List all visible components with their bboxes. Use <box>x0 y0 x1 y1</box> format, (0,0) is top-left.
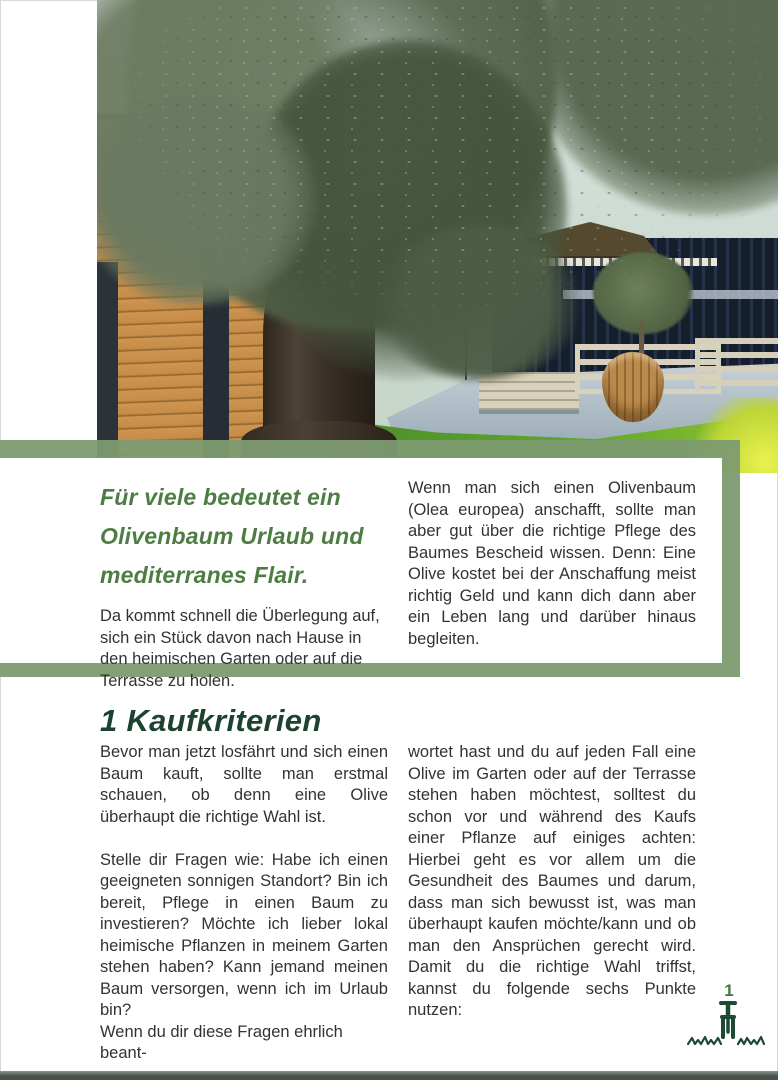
buying-criteria-section <box>100 703 696 1065</box>
intro-card <box>0 458 722 690</box>
footer-bar <box>0 1071 778 1080</box>
intro-text: Da kommt schnell die Überlegung auf, sich ein Stück davon nach Hause in den heimischen Garten oder auf die Terrasse zu holen. <box>100 607 380 690</box>
hero-garden-photo <box>97 0 778 473</box>
section-paragraph: Stelle dir Fragen wie: Habe ich einen geeigneten sonnigen Standort? Bin ich bereit, Pflege in einen Baum zu investieren? Möchte ich lieber lokal heimische Pflanzen in meinem Garten stehen haben? Kann jemand meinen Baum versorgen, wenn ich im Urlaub bin? <box>100 850 388 1019</box>
section-paragraph: Wenn du dir diese Fragen ehrlich beant- <box>100 1022 343 1062</box>
page-number: 1 <box>724 981 734 1000</box>
section-paragraph: Bevor man jetzt losfährt und sich einen Baum kauft, sollte man erstmal schauen, ob denn eine Olive überhaupt die richtige Wahl ist. <box>100 743 388 826</box>
section-paragraph: wortet hast und du auf jeden Fall eine Olive im Garten oder auf der Terrasse stehen haben möchtest, solltest du schon vor und während des Kaufs einer Pflanze auf einiges achten: Hierbei geht es vor allem um die Gesundheit des Baumes und darum, dass man sich bewusst ist, was man überhaupt kaufen möchte/kann und ob man den Ansprüchen gerecht wird. Damit du die richtige Wahl triffst, kannst du folgende sechs Punkte nutzen: <box>408 743 696 1019</box>
intro-detail-text: Wenn man sich einen Olivenbaum (Olea europea) anschafft, sollte man aber gut über die richtige Pflege des Baumes Bescheid wissen. Denn: Eine Olive kostet bei der Anschaffung meist richtig Geld und kann dich dann aber ein Leben lang und darüber hinaus begleiten. <box>408 479 696 648</box>
section-heading: 1 Kaufkriterien <box>100 703 322 738</box>
intro-headline: Für viele bedeutet ein Olivenbaum Urlaub und mediterranes Flair. <box>100 484 364 588</box>
leaf-texture <box>97 0 778 400</box>
garden-fork-in-grass-icon <box>685 997 769 1055</box>
